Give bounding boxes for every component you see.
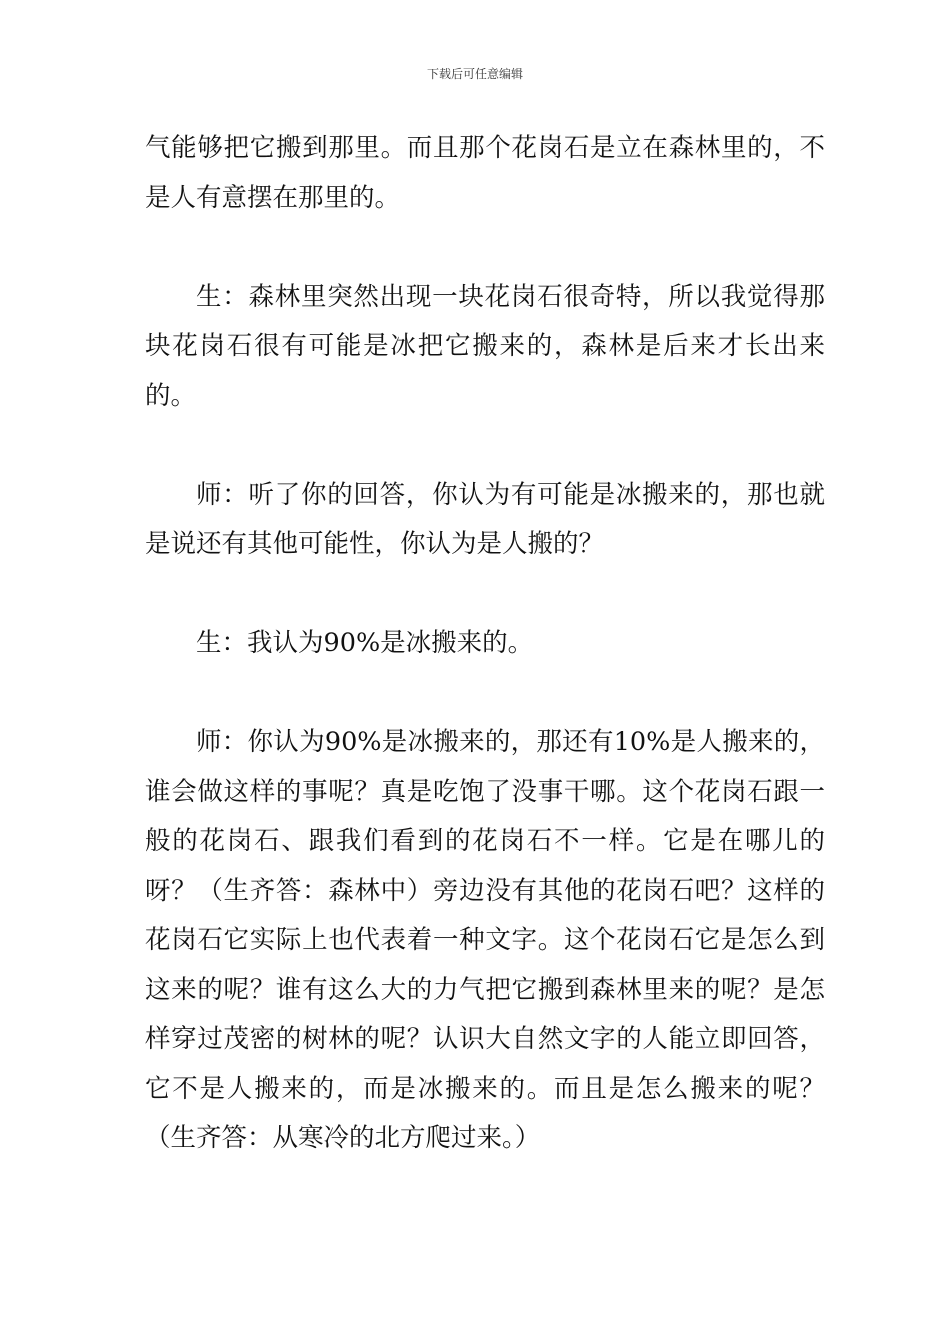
paragraph-teacher-explanation: 师：你认为90%是冰搬来的，那还有10%是人搬来的，谁会做这样的事呢？真是吃饱了没事干哪。这个花岗石跟一般的花岗石、跟我们看到的花岗石不一样。它是在哪儿的呀？（生齐答：森林中）旁边没有其他的花岗石吧？这样的花岗石它实际上也代表着一种文字。这个花岗石它是怎么到这来的呢？谁有这么大的力气把它搬到森林里来的呢？是怎样穿过茂密的树林的呢？认识大自然文字的人能立即回答，它不是人搬来的，而是冰搬来的。而且是怎么搬来的呢？（生齐答：从寒冷的北方爬过来。） [145,727,825,1153]
paragraph-teacher-question: 师：听了你的回答，你认为有可能是冰搬来的，那也就是说还有其他可能性，你认为是人搬的？ [145,479,825,559]
page-header: 下载后可任意编辑 [426,67,523,81]
document-body [145,124,825,1164]
paragraph-student-answer: 生：我认为90%是冰搬来的。 [196,628,534,658]
paragraph-student-reply: 生：森林里突然出现一块花岗石很奇特，所以我觉得那块花岗石很有可能是冰把它搬来的，森林是后来才长出来的。 [145,281,825,411]
paragraph-continuation: 气能够把它搬到那里。而且那个花岗石是立在森林里的，不是人有意摆在那里的。 [145,133,825,213]
